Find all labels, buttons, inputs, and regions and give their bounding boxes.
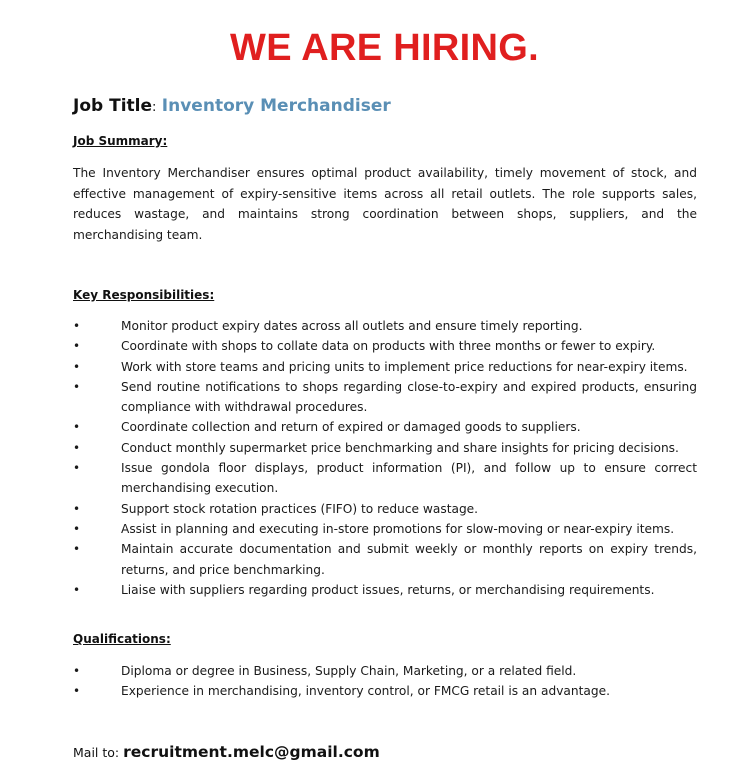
bullet-icon: • <box>73 440 81 455</box>
mail-line <box>73 742 380 763</box>
list-item <box>73 661 697 681</box>
job-summary-heading: Job Summary: <box>73 134 168 148</box>
list-item-text: Work with store teams and pricing units to implement price reductions for near-expiry items. <box>121 359 688 374</box>
list-item-text: Assist in planning and executing in-store promotions for slow-moving or near-expiry items. <box>121 521 675 536</box>
bullet-icon: • <box>73 379 81 394</box>
list-item-text: Issue gondola floor displays, product information (PI), and follow up to ensure correct merchandising execution. <box>121 461 697 496</box>
list-item-text: Monitor product expiry dates across all outlets and ensure timely reporting. <box>121 319 583 333</box>
bullet-icon: • <box>73 542 81 557</box>
job-title-line <box>73 95 391 119</box>
bullet-icon: • <box>73 501 81 516</box>
mail-label: Mail to: <box>73 745 124 760</box>
job-summary-text: The Inventory Merchandiser ensures optimal product availability, timely movement of stock, and effective management of expiry-sensitive items across all retail outlets. The role supports sales, reduces wastage, and maintains strong coordination between shops, suppliers, and the merchandising team. <box>73 166 697 243</box>
qualifications-heading: Qualifications: <box>73 632 171 646</box>
bullet-icon: • <box>73 359 81 374</box>
bullet-icon: • <box>73 339 81 354</box>
list-item <box>73 438 697 458</box>
responsibilities-list <box>73 316 697 600</box>
list-item-text: Experience in merchandising, inventory control, or FMCG retail is an advantage. <box>121 684 610 699</box>
list-item-text: Coordinate collection and return of expired or damaged goods to suppliers. <box>121 420 581 435</box>
email-address[interactable]: recruitment.melc@gmail.com <box>123 743 380 761</box>
list-item <box>73 681 697 701</box>
hiring-headline: WE ARE HIRING. <box>230 27 539 69</box>
list-item <box>73 417 697 437</box>
bullet-icon: • <box>73 664 81 678</box>
list-item <box>73 357 697 377</box>
bullet-icon: • <box>73 461 81 476</box>
list-item <box>73 377 697 418</box>
job-title-label: Job Title <box>73 96 152 116</box>
list-item <box>73 316 697 336</box>
bullet-icon: • <box>73 684 81 699</box>
list-item-text: Maintain accurate documentation and submit weekly or monthly reports on expiry trends, returns, and price benchmarking. <box>121 542 697 577</box>
bullet-icon: • <box>73 521 81 536</box>
list-item-text: Liaise with suppliers regarding product issues, returns, or merchandising requirements. <box>121 582 655 597</box>
qualifications-list <box>73 661 697 702</box>
list-item-text: Conduct monthly supermarket price benchmarking and share insights for pricing decisions. <box>121 440 679 455</box>
list-item <box>73 539 697 580</box>
list-item <box>73 458 697 499</box>
bullet-icon: • <box>73 319 81 333</box>
bullet-icon: • <box>73 582 81 597</box>
list-item-text: Support stock rotation practices (FIFO) to reduce wastage. <box>121 501 479 516</box>
list-item <box>73 336 697 356</box>
list-item-text: Coordinate with shops to collate data on products with three months or fewer to expiry. <box>121 339 656 354</box>
key-responsibilities-heading: Key Responsibilities: <box>73 288 215 302</box>
list-item-text: Send routine notifications to shops regarding close-to-expiry and expired products, ensuring compliance with withdrawal procedures. <box>121 379 697 415</box>
list-item <box>73 580 697 600</box>
job-title-separator: : <box>152 100 157 115</box>
list-item-text: Diploma or degree in Business, Supply Chain, Marketing, or a related field. <box>121 664 577 678</box>
bullet-icon: • <box>73 420 81 435</box>
job-title-value: Inventory Merchandiser <box>161 96 391 116</box>
list-item <box>73 499 697 519</box>
list-item <box>73 519 697 539</box>
